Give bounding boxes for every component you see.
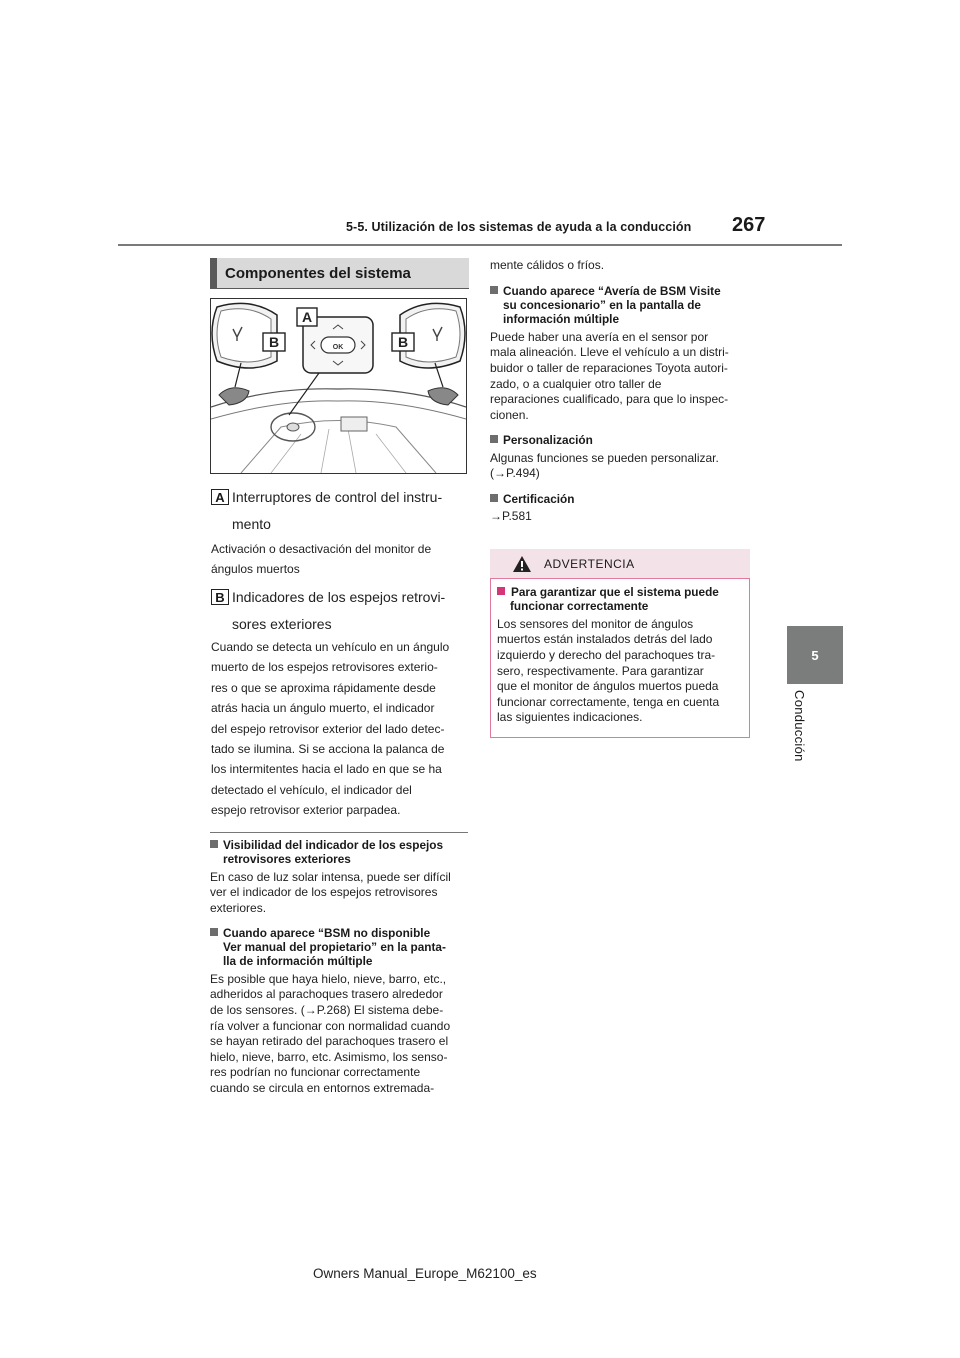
note-body: Algunas funciones se pueden personalizar. (→P.494) [490,450,719,481]
bullet-square-icon [210,840,218,848]
item-a-title-1: Interruptores de control del instru- [232,489,443,505]
notes-divider [210,832,468,833]
bullet-square-icon [497,587,505,595]
section-rule [210,288,469,289]
bullet-square-icon [490,435,498,443]
bullet-square-icon [490,286,498,294]
system-components-figure [210,298,467,474]
warning-title: ADVERTENCIA [544,556,635,571]
chapter-tab: 5 [787,626,843,684]
item-b-description: Cuando se detecta un vehículo en un ángulo muerto de los espejos retrovisores exterio- res o que se aproxima rápidamente desde atrás hacia un ángulo muerto, el indicador del espejo retrovisor exterior del lado detec- tado se ilumina. Si se acciona la palanca de los intermitentes hacia el lado en que se ha detectado el vehículo, el indicador del espejo retrovisor exterior parpadea. [211,640,450,818]
warning-content [497,585,745,726]
warning-triangle-icon [512,555,532,573]
warning-header [490,549,750,579]
section-title: Componentes del sistema [225,264,411,282]
note-body: →P.581 [490,509,532,524]
running-header: 5-5. Utilización de los sistemas de ayuda a la conducción [346,220,692,234]
item-badge-b: B [211,589,229,605]
continued-text: mente cálidos o fríos. [490,258,605,272]
right-notes [490,258,755,525]
callout-b-left: B [268,334,280,350]
note-heading: Cuando aparece “Avería de BSM Visite su concesionario” en la pantalla de información múltiple [490,284,755,327]
warning-body: Los sensores del monitor de ángulos muertos están instalados detrás del lado izquierdo y derecho del parachoques tra- sero, respectivamente. Para garantizar que el monitor de ángulos muertos pueda funcionar correctamente, tenga en cuenta las siguientes indicaciones. [497,616,720,725]
callout-a: A [301,309,313,325]
chapter-label: Conducción [792,690,807,762]
note-heading: Visibilidad del indicador de los espejos retrovisores exteriores [210,838,472,867]
page-number: 267 [732,214,766,236]
header-divider [118,244,842,246]
item-a-title-2: mento [232,516,271,532]
note-body: En caso de luz solar intensa, puede ser difícil ver el indicador de los espejos retrovisores exteriores. [210,869,451,915]
bullet-square-icon [210,928,218,936]
ok-label: OK [332,344,344,351]
footer-text: Owners Manual_Europe_M62100_es [313,1266,537,1281]
item-b-title-1: Indicadores de los espejos retrovi- [232,589,446,605]
left-notes [210,838,472,1097]
item-b-title-2: sores exteriores [232,616,332,632]
item-badge-a: A [211,489,229,505]
note-heading: Personalización [490,433,755,447]
section-heading [210,258,469,288]
warning-heading: Para garantizar que el sistema puede funcionar correctamente [497,585,745,614]
item-a-description: Activación o desactivación del monitor de ángulos muertos [211,542,432,577]
callout-b-right: B [397,334,409,350]
cockpit-illustration [211,299,466,473]
bullet-square-icon [490,494,498,502]
note-heading: Cuando aparece “BSM no disponible Ver manual del propietario” en la panta- lla de información múltiple [210,926,472,969]
note-body: Puede haber una avería en el sensor por mala alineación. Lleve el vehículo a un distri- buidor o taller de reparaciones Toyota autori- zado, o a cualquier otro taller de reparaciones cualificado, para que lo inspec- cionen. [490,329,729,422]
note-heading: Certificación [490,492,755,506]
note-body: Es posible que haya hielo, nieve, barro, etc., adheridos al parachoques trasero alrededor de los sensores. (→P.268) El sistema debe- ría volver a funcionar con normalidad cuando se hayan retirado del parachoques trasero el hielo, nieve, barro, etc. Asimismo, los senso- res podrían no funcionar correctamente cuando se circula en entornos extremada- [210,971,451,1095]
